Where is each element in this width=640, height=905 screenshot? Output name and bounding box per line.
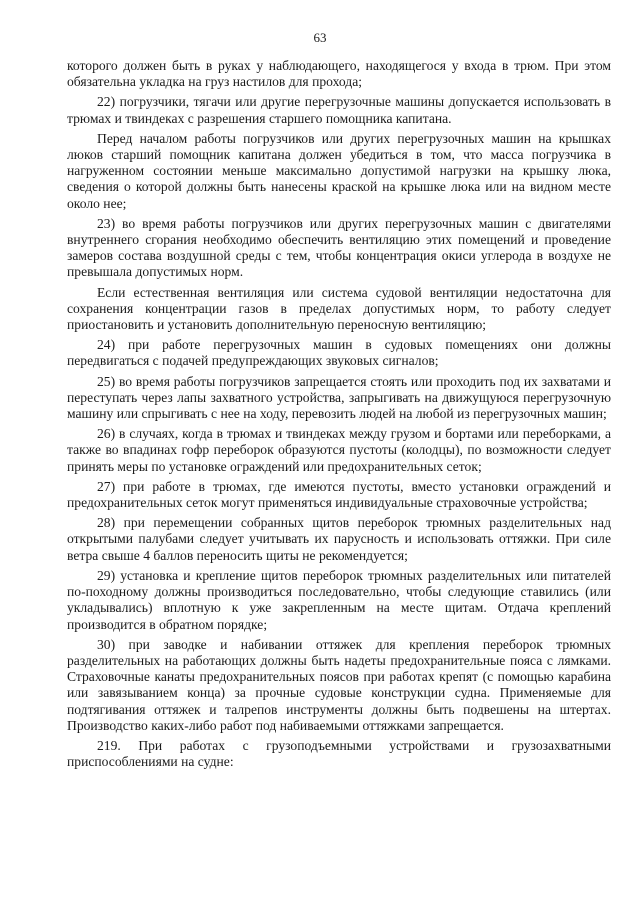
paragraph: 27) при работе в трюмах, где имеются пустоты, вместо установки ограждений и предохранительных сеток могут применяться индивидуальные страховочные устройства; [67,478,611,511]
body-text [67,58,611,774]
paragraph: 24) при работе перегрузочных машин в судовых помещениях они должны передвигаться с подачей предупреждающих звуковых сигналов; [67,337,611,369]
paragraph: Перед началом работы погрузчиков или других перегрузочных машин на крышках люков старший помощник капитана должен убедиться в том, что масса погрузчика в нагруженном состоянии меньше максимально допустимой нагрузки на крышку люка, сведения о которой должны быть нанесены краской на крышке люка или на видном месте около нее; [67,130,611,211]
paragraph: 219. При работах с грузоподъемными устройствами и грузозахватными приспособлениями на судне: [67,737,611,770]
paragraph: 29) установка и крепление щитов переборок трюмных разделительных или питателей по-походному должны производиться последовательно, чтобы следующие ставились (или укладывались) вплотную к уже закрепленным на месте щитам. Отдача креплений производится в обратном порядке; [67,567,611,632]
paragraph: 30) при заводке и набивании оттяжек для крепления переборок трюмных разделительных на работающих должны быть надеты предохранительные пояса с лямками. Страховочные канаты предохранительных поясов при работах крепят (с помощью карабина или завязыванием конца) за прочные судовые конструкции судна. Применяемые для подтягивания оттяжек и талрепов инструменты должны быть подвешены на штертах. Производство каких-либо работ под набиваемыми оттяжками запрещается. [67,636,611,733]
page-number: 63 [313,30,327,45]
paragraph: 23) во время работы погрузчиков или других перегрузочных машин с двигателями внутреннего сгорания необходимо обеспечить вентиляцию этих помещений и проведение замеров состава воздушной среды с тем, чтобы концентрация окиси углерода в воздухе не превышала допустимых норм. [67,215,611,280]
paragraph: Если естественная вентиляция или система судовой вентиляции недостаточна для сохранения концентрации газов в пределах допустимых норм, то работу следует приостановить и установить дополнительную переносную вентиляцию; [67,284,611,333]
paragraph: 26) в случаях, когда в трюмах и твиндеках между грузом и бортами или переборками, а также во впадинах гофр переборок образуются пустоты (колодцы), по возможности следует принять меры по установке ограждений или предохранительных сеток; [67,426,611,474]
paragraph: которого должен быть в руках у наблюдающего, находящегося у входа в трюм. При этом обязательна укладка на груз настилов для прохода; [67,58,611,90]
paragraph: 25) во время работы погрузчиков запрещается стоять или проходить под их захватами и переступать через лапы захватного устройства, запрыгивать на движущуюся перегрузочную машину или спрыгивать с нее на ходу, перевозить людей на любой из перегрузочных машин; [67,373,611,422]
paragraph: 22) погрузчики, тягачи или другие перегрузочные машины допускается использовать в трюмах и твиндеках с разрешения старшего помощника капитана. [67,94,611,126]
paragraph: 28) при перемещении собранных щитов переборок трюмных разделительных над открытыми палубами следует учитывать их парусность и использовать оттяжки. При силе ветра свыше 4 баллов переносить щиты не рекомендуется; [67,515,611,563]
